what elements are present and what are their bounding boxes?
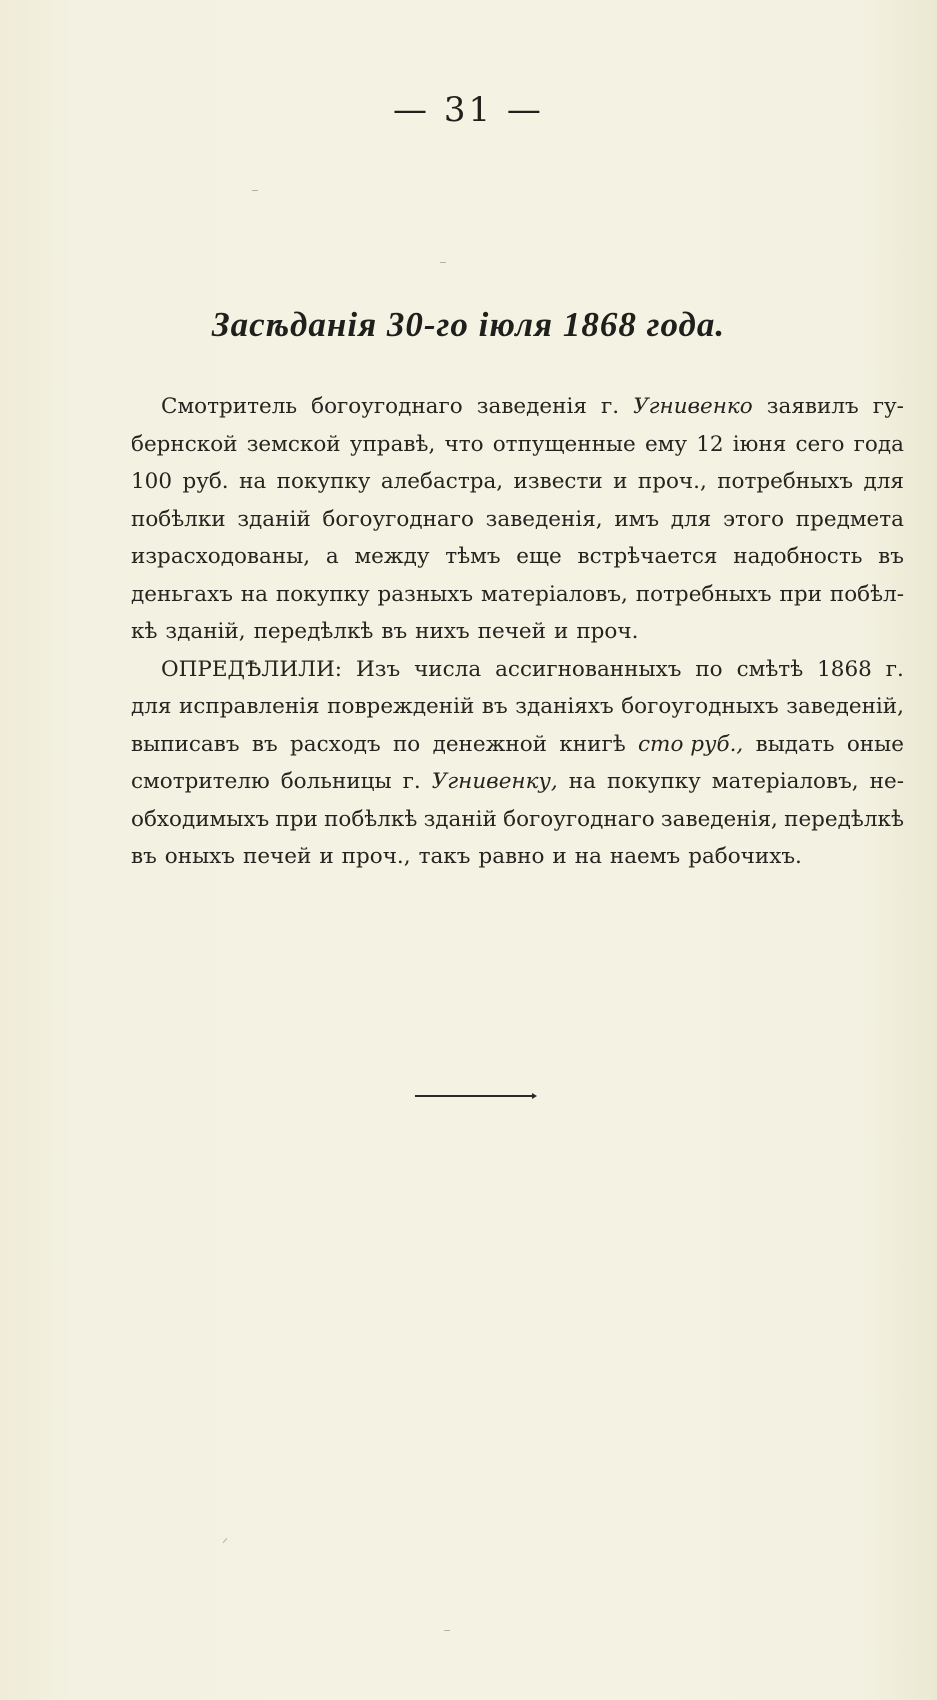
- word: не-: [869, 769, 904, 794]
- word: заведенія,: [485, 506, 603, 532]
- word: кѣ: [131, 619, 158, 644]
- word: матеріаловъ,: [481, 581, 628, 607]
- word: этого: [722, 506, 785, 532]
- word: гу-: [872, 394, 904, 419]
- word: зданій,: [165, 619, 246, 644]
- word: руб.: [182, 469, 229, 494]
- word: и: [553, 619, 569, 644]
- word: г.: [402, 769, 421, 794]
- word: заведенія,: [660, 806, 778, 832]
- word: заявилъ: [766, 394, 859, 419]
- word: въ: [251, 731, 278, 757]
- text-line: [131, 463, 904, 501]
- word: наемъ: [609, 844, 681, 869]
- word: зданій: [423, 806, 497, 832]
- word: покупку: [276, 469, 371, 494]
- word: управѣ,: [349, 431, 436, 457]
- word: проч.,: [341, 844, 411, 869]
- word: расходъ: [290, 731, 381, 757]
- word: алебастра,: [380, 469, 504, 494]
- word: побѣлкѣ: [324, 806, 418, 832]
- word: надобность: [733, 544, 863, 569]
- word: числа: [414, 656, 482, 682]
- word: Смотритель: [161, 394, 298, 419]
- word: въ: [878, 544, 904, 569]
- word: на: [239, 469, 267, 494]
- word: по: [392, 731, 421, 757]
- section-divider: [415, 1095, 535, 1097]
- word: Изъ: [355, 656, 401, 682]
- text-line: [131, 726, 904, 764]
- word: въ: [481, 694, 508, 719]
- word: израсходованы,: [131, 544, 311, 569]
- word: исправленія: [179, 694, 320, 719]
- word: обходимыхъ: [131, 806, 270, 832]
- paper-speck: [223, 1538, 228, 1543]
- text-line: [131, 688, 904, 726]
- word: 12: [696, 431, 724, 457]
- paper-speck: [440, 262, 446, 263]
- word: денежной: [432, 731, 547, 757]
- word: на: [568, 769, 596, 794]
- word: встрѣчается: [577, 544, 718, 569]
- word: печей: [243, 844, 312, 869]
- word: и: [319, 844, 334, 869]
- word: предмета: [795, 506, 904, 532]
- word: для: [131, 694, 172, 719]
- word: іюня: [732, 431, 787, 457]
- page-number: — 31 —: [393, 90, 544, 130]
- text-line: [131, 838, 904, 876]
- word: побѣлки: [131, 506, 226, 532]
- word: по: [695, 656, 723, 682]
- text-line: [131, 651, 904, 689]
- word: года: [853, 431, 904, 457]
- word: при: [275, 806, 318, 832]
- word: для: [670, 506, 712, 532]
- word: для: [863, 469, 904, 494]
- word: выдать: [755, 731, 835, 757]
- word: рабочихъ.: [688, 844, 802, 869]
- word: зданіяхъ: [515, 694, 614, 719]
- word: такъ: [418, 844, 471, 869]
- text-line: [131, 613, 904, 651]
- word: въ: [381, 619, 408, 644]
- word: зданій: [237, 506, 311, 532]
- word: при: [779, 581, 822, 607]
- word: и: [552, 844, 567, 869]
- word: г.: [885, 656, 904, 682]
- word: покупку: [275, 581, 370, 607]
- word: печей: [477, 619, 546, 644]
- word: 1868: [817, 656, 872, 682]
- text-line: [131, 388, 904, 426]
- section-heading: Засѣданія 30-го іюля 1868 года.: [211, 305, 726, 344]
- word: на: [574, 844, 602, 869]
- word: богоугоднаго: [322, 506, 474, 532]
- text-line: [131, 763, 904, 801]
- word: заведенія: [476, 394, 587, 419]
- word: ассигнованныхъ: [495, 656, 682, 682]
- word: поврежденій: [327, 694, 475, 719]
- word: потребныхъ: [635, 581, 772, 607]
- word: отпущенные: [492, 431, 636, 457]
- word: разныхъ: [377, 581, 474, 607]
- word: заведеній,: [786, 694, 904, 719]
- text-line: [131, 576, 904, 614]
- paper-speck: [444, 1630, 450, 1631]
- word: оные: [846, 731, 904, 757]
- word: и: [613, 469, 628, 494]
- text-line: [131, 801, 904, 839]
- word: побѣл-: [829, 581, 904, 607]
- text-line: [131, 501, 904, 539]
- word: проч.,: [637, 469, 707, 494]
- word: Угнивенко: [633, 394, 753, 419]
- word: передѣлкѣ: [784, 806, 904, 832]
- word: Угнивенку,: [431, 769, 558, 794]
- word: передѣлкѣ: [253, 619, 374, 644]
- word: тѣмъ: [445, 544, 501, 569]
- word: смѣтѣ: [736, 656, 804, 682]
- word: оныхъ: [164, 844, 235, 869]
- text-line: [131, 538, 904, 576]
- word: книгѣ: [559, 731, 626, 757]
- word: имъ: [614, 506, 660, 532]
- word: сто руб.,: [638, 731, 744, 757]
- paper-speck: [252, 190, 258, 191]
- word: сего: [795, 431, 845, 457]
- word: выписавъ: [131, 731, 240, 757]
- word: больницы: [280, 769, 392, 794]
- word: богоугоднаго: [503, 806, 655, 832]
- word: земской: [246, 431, 341, 457]
- word: въ: [131, 844, 157, 869]
- word: смотрителю: [131, 769, 270, 794]
- word: а: [325, 544, 339, 569]
- word: что: [444, 431, 484, 457]
- word: еще: [516, 544, 562, 569]
- word: ему: [644, 431, 688, 457]
- text-line: [131, 426, 904, 464]
- word: 100: [131, 469, 173, 494]
- word: ОПРЕДѢЛИЛИ:: [161, 656, 343, 682]
- word: проч.: [576, 619, 639, 644]
- word: г.: [600, 394, 620, 419]
- word: покупку: [606, 769, 701, 794]
- word: бернской: [131, 431, 238, 457]
- word: нихъ: [415, 619, 470, 644]
- word: богоугоднаго: [311, 394, 463, 419]
- body-text: [131, 388, 904, 876]
- word: равно: [478, 844, 545, 869]
- word: между: [354, 544, 430, 569]
- word: потребныхъ: [717, 469, 854, 494]
- word: извести: [513, 469, 603, 494]
- word: на: [240, 581, 268, 607]
- word: богоугодныхъ: [621, 694, 779, 719]
- word: деньгахъ: [131, 581, 233, 607]
- word: матеріаловъ,: [711, 769, 859, 794]
